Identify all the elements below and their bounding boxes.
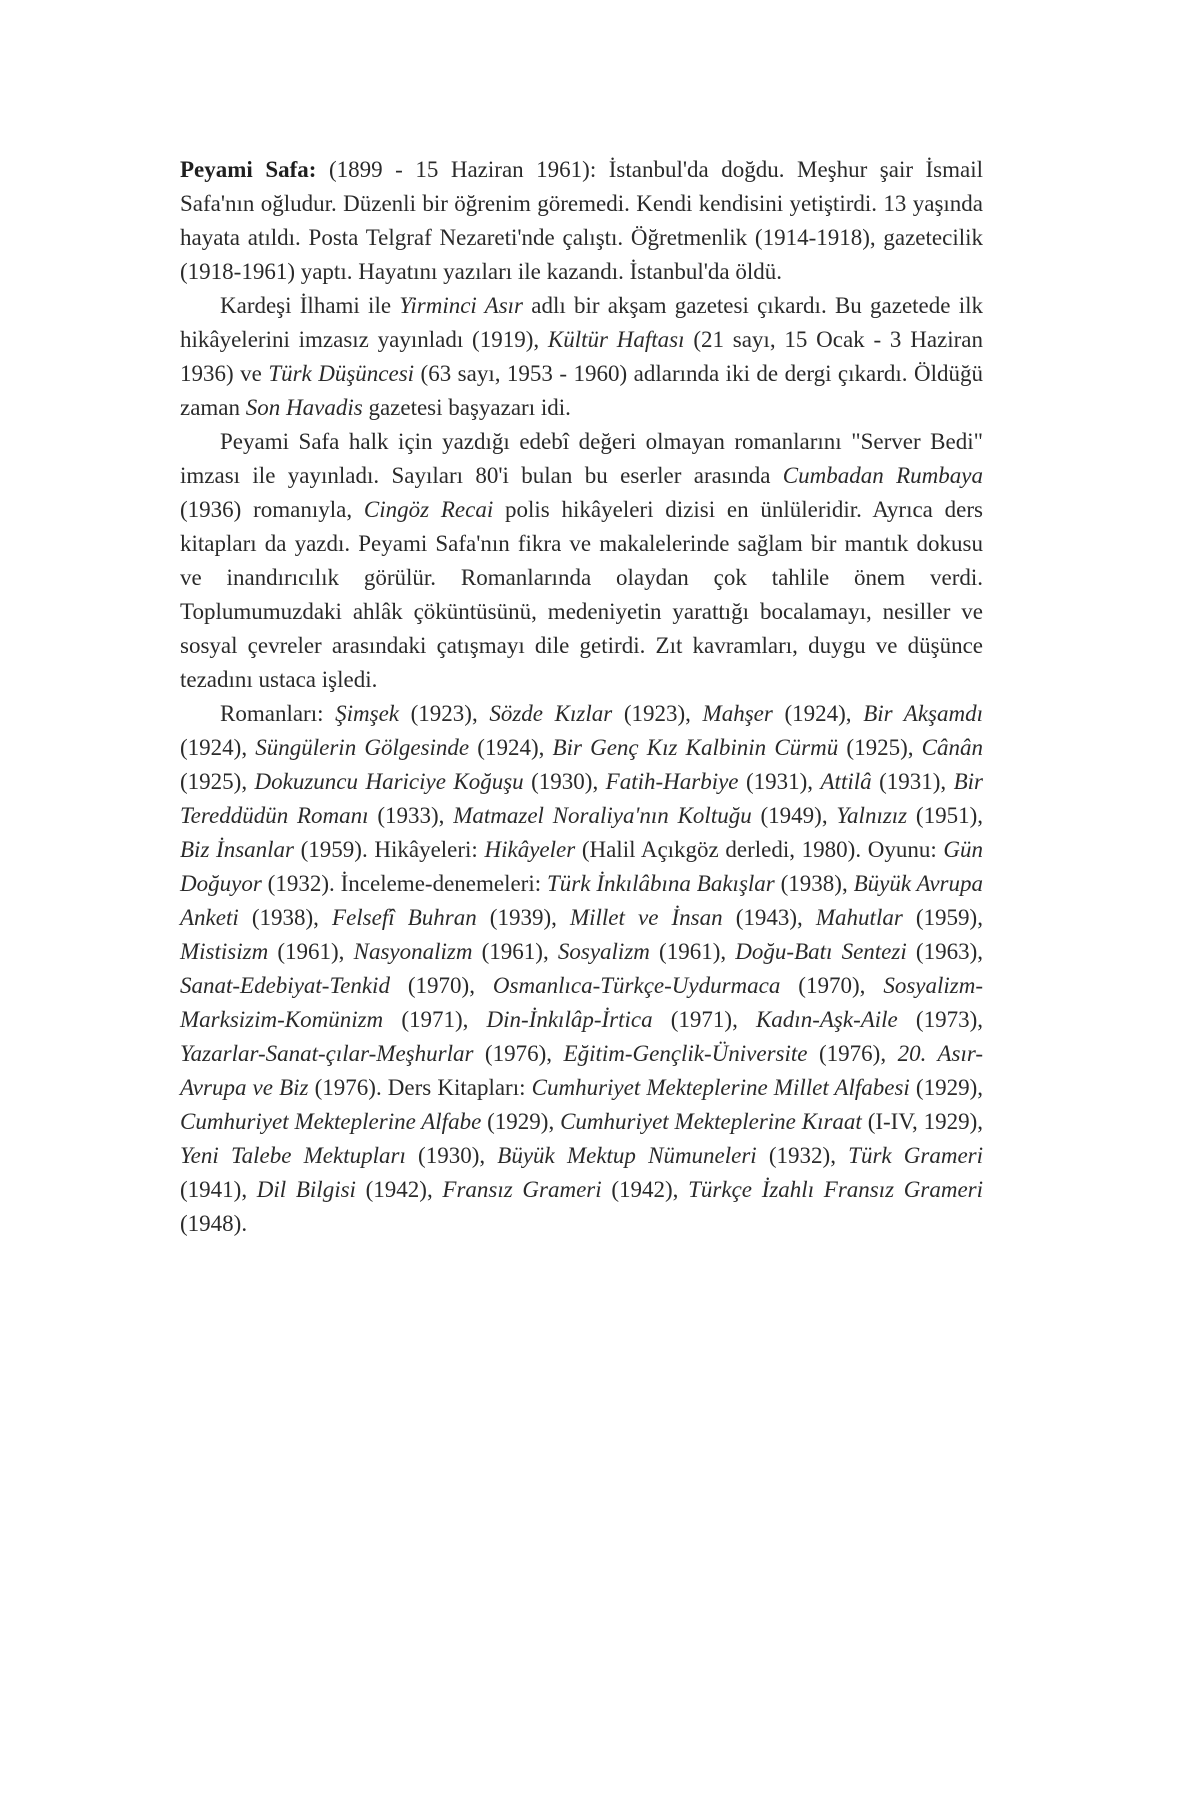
paragraph-journalism xyxy=(180,289,983,425)
paragraph-works-list xyxy=(180,697,983,1241)
text-run: (1943), xyxy=(722,905,816,930)
work-title: Yirminci Asır xyxy=(399,293,523,318)
text-run: (1961), xyxy=(268,939,354,964)
work-title: Kültür Haftası xyxy=(547,327,685,352)
text-run: (1976), xyxy=(807,1041,898,1066)
text-run: (1961), xyxy=(472,939,558,964)
text-run: (1951), xyxy=(907,803,983,828)
work-title: Mahutlar xyxy=(815,905,903,930)
text-run: (1925), xyxy=(838,735,922,760)
text-run: (1939), xyxy=(476,905,570,930)
work-title: Kadın-Aşk-Aile xyxy=(755,1007,898,1032)
work-title: Yalnızız xyxy=(836,803,908,828)
text-run: (1924), xyxy=(180,735,256,760)
text-run: (1970), xyxy=(780,973,884,998)
paragraph-popular-novels xyxy=(180,425,983,697)
text-run: (21 sayı, 15 Ocak - 3 Haziran 1936) ve xyxy=(180,327,984,386)
text-run: (1949), xyxy=(751,803,837,828)
text-run: (1924), xyxy=(469,735,553,760)
author-name-heading: Peyami Safa: xyxy=(180,157,317,182)
work-title: Din-İnkılâp-İrtica xyxy=(486,1007,653,1032)
work-title: Sosyalizm xyxy=(557,939,650,964)
work-title: Dokuzuncu Hariciye Koğuşu xyxy=(254,769,524,794)
text-run: gazetesi başyazarı idi. xyxy=(362,395,571,420)
text-run: (1938), xyxy=(774,871,854,896)
text-run: (1925), xyxy=(180,769,255,794)
text-run: (1976), xyxy=(473,1041,564,1066)
work-title: Süngülerin Gölgesinde xyxy=(255,735,470,760)
text-run: (1971), xyxy=(383,1007,487,1032)
biography-text: (1899 - 15 Haziran 1961): İstanbul'da doğdu. Meşhur şair İsmail Safa'nın oğludur. Düzenli bir öğrenim göremedi. Kendi kendisini yetiştirdi. 13 yaşında hayata atıldı. Posta Telgraf Nezareti'nde çalıştı. Öğretmenlik (1914-1918), gazetecilik (1918-1961) yaptı. Hayatını yazıları ile kazandı. İstanbul'da öldü. xyxy=(180,157,984,284)
text-run: (1948). xyxy=(180,1211,248,1236)
work-title: 20. Asır-Avrupa ve Biz xyxy=(180,1041,983,1100)
text-run: (1942), xyxy=(601,1177,689,1202)
text-run: (1930), xyxy=(405,1143,498,1168)
text-run: (1930), xyxy=(523,769,606,794)
text-run: (1923), xyxy=(612,701,703,726)
work-title: Osmanlıca-Türkçe-Uydurmaca xyxy=(492,973,781,998)
text-run: (1932), xyxy=(756,1143,849,1168)
text-run: (1932). İnceleme-denemeleri: xyxy=(261,871,548,896)
text-run: (63 sayı, 1953 - 1960) adlarında iki de dergi çıkardı. Öldüğü zaman xyxy=(180,361,983,420)
text-run: (1923), xyxy=(399,701,490,726)
work-title: Eğitim-Gençlik-Üniversite xyxy=(563,1041,808,1066)
text-run: (1970), xyxy=(389,973,493,998)
text-run: (1959), xyxy=(902,905,983,930)
text-run: (1929), xyxy=(481,1109,561,1134)
text-run: (1924), xyxy=(772,701,864,726)
text-run: (1933), xyxy=(368,803,454,828)
work-title: Türk Grameri xyxy=(848,1143,984,1168)
work-title: Biz İnsanlar xyxy=(180,837,294,862)
work-title: Mahşer xyxy=(702,701,773,726)
work-title: Gün Doğuyor xyxy=(180,837,984,896)
work-title: Cumhuriyet Mekteplerine Alfabe xyxy=(180,1109,482,1134)
work-title: Cânân xyxy=(921,735,984,760)
text-run: (1941), xyxy=(180,1177,257,1202)
text-run: (1961), xyxy=(649,939,736,964)
work-title: Nasyonalizm xyxy=(353,939,473,964)
work-title: Bir Akşamdı xyxy=(863,701,984,726)
work-title: Fransız Grameri xyxy=(442,1177,602,1202)
work-title: Doğu-Batı Sentezi xyxy=(735,939,907,964)
work-title: Millet ve İnsan xyxy=(569,905,723,930)
text-run: Peyami Safa halk için yazdığı edebî değeri olmayan romanlarını "Server Bedi" imzası ile yayınladı. Sayıları 80'i bulan bu eserler arasında xyxy=(180,429,983,488)
work-title: Son Havadis xyxy=(245,395,363,420)
text-run: (1938), xyxy=(238,905,333,930)
work-title: Bir Tereddüdün Romanı xyxy=(180,769,983,828)
work-title: Büyük Avrupa Anketi xyxy=(180,871,983,930)
text-run: adlı bir akşam gazetesi çıkardı. Bu gazetede ilk hikâyelerini imzasız yayınladı (1919), xyxy=(180,293,983,352)
text-run: (1936) romanıyla, xyxy=(180,497,364,522)
text-run: (1931), xyxy=(871,769,954,794)
work-title: Sözde Kızlar xyxy=(489,701,613,726)
work-title: Attilâ xyxy=(820,769,872,794)
work-title: Şimşek xyxy=(335,701,399,726)
work-title: Matmazel Noraliya'nın Koltuğu xyxy=(453,803,752,828)
work-title: Cumhuriyet Mekteplerine Kıraat xyxy=(560,1109,862,1134)
text-run: Kardeşi İlhami ile xyxy=(220,293,400,318)
work-title: Yazarlar-Sanat-çılar-Meşhurlar xyxy=(180,1041,474,1066)
document-page xyxy=(180,153,983,1241)
work-title: Felsefî Buhran xyxy=(332,905,477,930)
text-run: (1971), xyxy=(652,1007,756,1032)
work-title: Cumbadan Rumbaya xyxy=(782,463,983,488)
text-run: (1931), xyxy=(738,769,821,794)
text-run: (1942), xyxy=(355,1177,443,1202)
work-title: Türkçe İzahlı Fransız Grameri xyxy=(688,1177,983,1202)
work-title: Türk İnkılâbına Bakışlar xyxy=(547,871,775,896)
text-run: (1973), xyxy=(897,1007,983,1032)
paragraph-biography xyxy=(180,153,983,289)
text-run: (1929), xyxy=(909,1075,984,1100)
work-title: Bir Genç Kız Kalbinin Cürmü xyxy=(552,735,839,760)
work-title: Yeni Talebe Mektupları xyxy=(180,1143,406,1168)
work-title: Hikâyeler xyxy=(484,837,576,862)
work-title: Sanat-Edebiyat-Tenkid xyxy=(180,973,390,998)
work-title: Türk Düşüncesi xyxy=(268,361,415,386)
text-run: (Halil Açıkgöz derledi, 1980). Oyunu: xyxy=(575,837,944,862)
text-run: (1963), xyxy=(906,939,983,964)
work-title: Büyük Mektup Nümuneleri xyxy=(497,1143,757,1168)
work-title: Dil Bilgisi xyxy=(256,1177,356,1202)
text-run: (I-IV, 1929), xyxy=(861,1109,983,1134)
text-run: polis hikâyeleri dizisi en ünlüleridir. Ayrıca ders kitapları da yazdı. Peyami Safa'nın fikra ve makalelerinde sağlam bir mantık dokusu ve inandırıcılık görülür. Romanlarında olaydan çok tahlile önem verdi. Toplumumuzdaki ahlâk çöküntüsünü, medeniyetin yarattığı bocalamayı, nesiller ve sosyal çevreler arasındaki çatışmayı dile getirdi. Zıt kavramları, duygu ve düşünce tezadını ustaca işledi. xyxy=(180,497,983,692)
work-title: Fatih-Harbiye xyxy=(605,769,739,794)
work-title: Cumhuriyet Mekteplerine Millet Alfabesi xyxy=(531,1075,910,1100)
work-title: Mistisizm xyxy=(180,939,269,964)
text-run: (1959). Hikâyeleri: xyxy=(294,837,485,862)
work-title: Sosyalizm-Marksizim-Komünizm xyxy=(180,973,983,1032)
work-title: Cingöz Recai xyxy=(363,497,494,522)
text-run: Romanları: xyxy=(220,701,336,726)
text-run: (1976). Ders Kitapları: xyxy=(308,1075,532,1100)
